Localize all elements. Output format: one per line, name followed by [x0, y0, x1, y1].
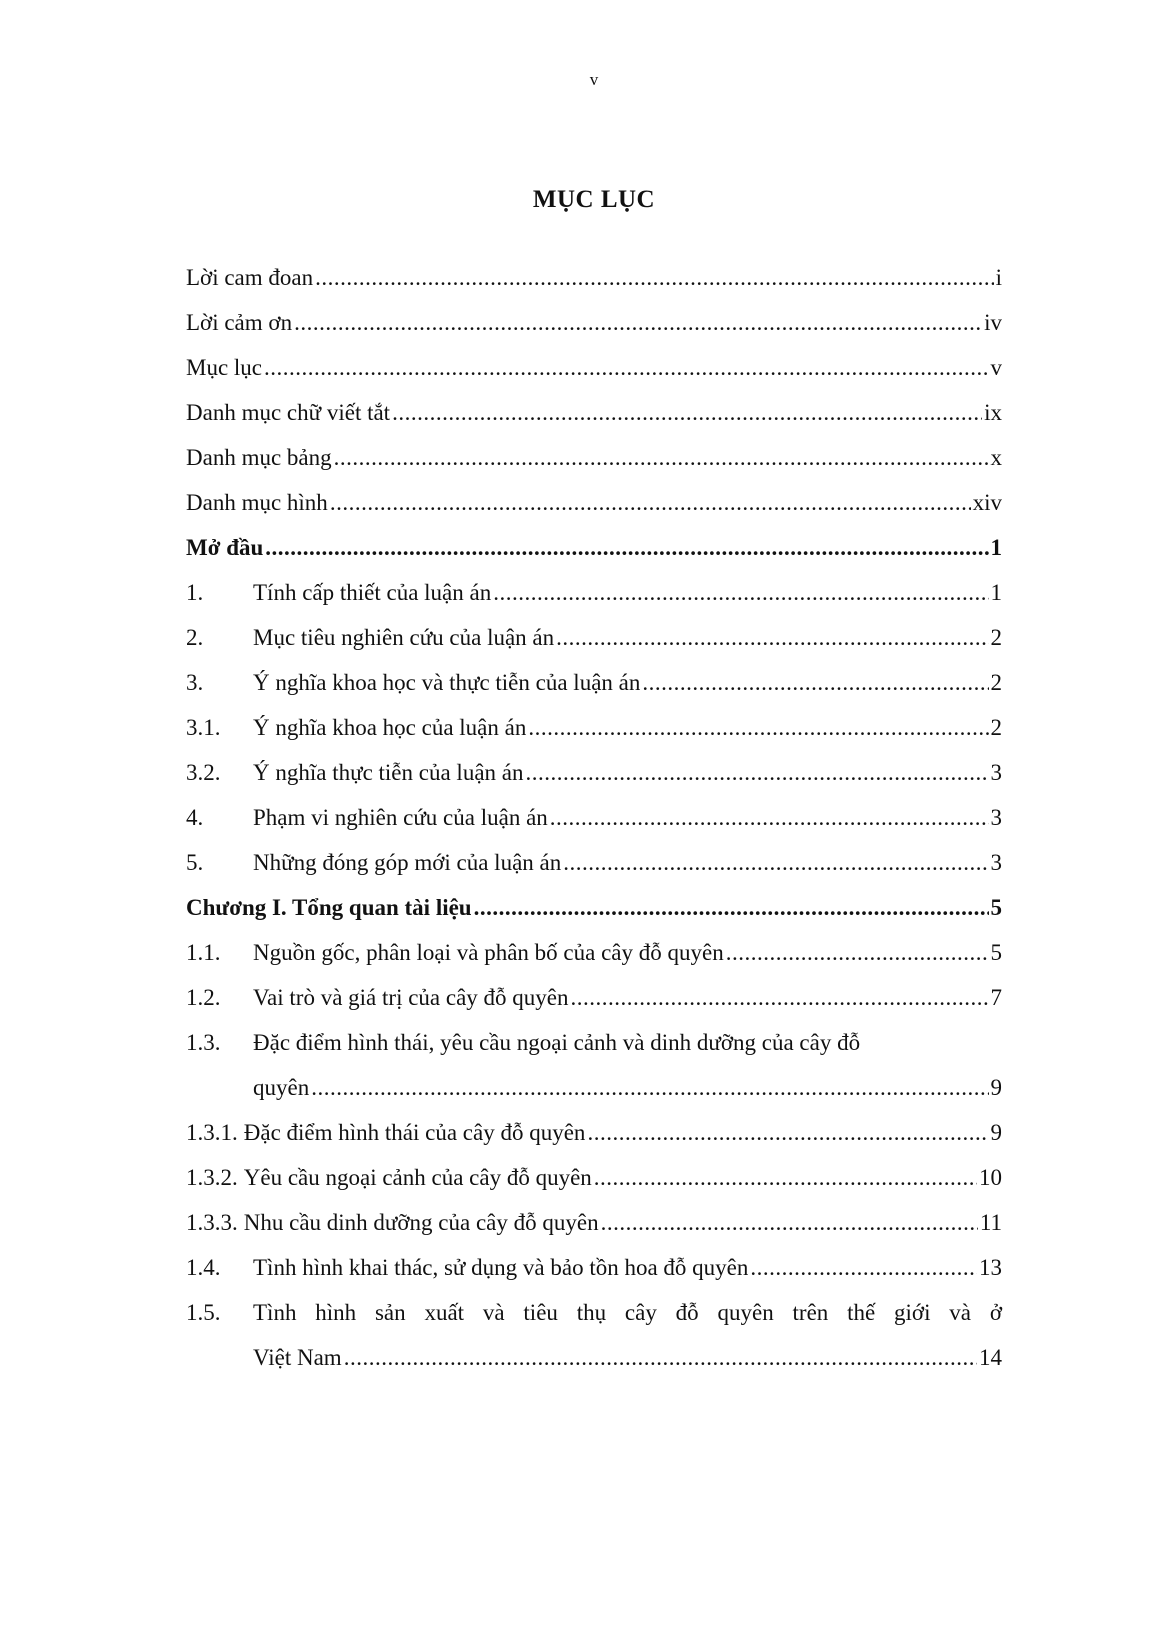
toc-entry-text: quyên: [253, 1075, 310, 1100]
toc-entry-page: 2: [990, 625, 1002, 650]
toc-entry-page: v: [990, 355, 1002, 380]
toc-entry-text: Danh mục hình: [186, 490, 328, 515]
dot-leader: [493, 570, 988, 615]
toc-entry-number: 2.: [186, 625, 204, 650]
toc-entry[interactable]: [186, 570, 1002, 615]
toc-entry[interactable]: [186, 840, 1002, 885]
toc-entry-page: 9: [990, 1075, 1002, 1100]
toc-entry-page: 5: [990, 940, 1002, 965]
toc-heading-page: 5: [990, 895, 1002, 920]
toc-entry-number: 1.3.1.: [186, 1120, 238, 1145]
toc-entry-multiline-second[interactable]: [186, 1065, 1002, 1110]
toc-entry-page: 3: [990, 850, 1002, 875]
toc-entry-number: 3.1.: [186, 715, 221, 740]
toc-entry-danh-muc-hinh[interactable]: [186, 480, 1002, 525]
toc-entry-text: Danh mục bảng: [186, 445, 332, 470]
toc-entry-text: Lời cảm ơn: [186, 310, 293, 335]
toc-entry-number: 1.3.: [186, 1030, 221, 1055]
dot-leader: [526, 750, 989, 795]
dot-leader: [315, 255, 993, 300]
toc-entry[interactable]: [186, 975, 1002, 1020]
toc-entry[interactable]: [186, 1245, 1002, 1290]
dot-leader: [726, 930, 989, 975]
toc-entry-text: Vai trò và giá trị của cây đỗ quyên: [253, 985, 569, 1010]
toc-heading-text: Mở đầu: [186, 535, 264, 560]
toc-entry-page: 7: [990, 985, 1002, 1010]
dot-leader: [265, 525, 988, 570]
toc-entry-text: Đặc điểm hình thái của cây đỗ quyên: [243, 1120, 586, 1145]
toc-entry-text: Việt Nam: [253, 1345, 342, 1370]
toc-entry[interactable]: [186, 750, 1002, 795]
toc-entry[interactable]: [186, 1200, 1002, 1245]
toc-entry-page: 2: [990, 715, 1002, 740]
toc-entry-number: 1.3.2.: [186, 1165, 238, 1190]
toc-entry-page: 3: [990, 760, 1002, 785]
dot-leader: [750, 1245, 977, 1290]
toc-entry-text: Mục lục: [186, 355, 263, 380]
dot-leader: [334, 435, 989, 480]
toc-entry-page: ix: [984, 400, 1002, 425]
toc-entry-page: 1: [990, 580, 1002, 605]
toc-entry-page: 10: [979, 1165, 1002, 1190]
toc-entry-muc-luc[interactable]: [186, 345, 1002, 390]
toc-entry-number: 1.2.: [186, 985, 221, 1010]
toc-entry-text: Lời cam đoan: [186, 265, 314, 290]
toc-entry-text: Đặc điểm hình thái, yêu cầu ngoại cảnh và dinh dưỡng của cây đỗ: [253, 1030, 861, 1055]
page-title: MỤC LỤC: [532, 186, 656, 213]
dot-leader: [392, 390, 982, 435]
dot-leader: [330, 480, 971, 525]
toc-entry[interactable]: [186, 930, 1002, 975]
toc-entry-multiline-first[interactable]: [186, 1290, 1002, 1335]
dot-leader: [601, 1200, 978, 1245]
toc-entry-page: 3: [990, 805, 1002, 830]
toc-entry-number: 1.5.: [186, 1300, 221, 1325]
toc-entry[interactable]: [186, 660, 1002, 705]
toc-heading-page: 1: [990, 535, 1002, 560]
dot-leader: [642, 660, 988, 705]
toc-entry-text: Nguồn gốc, phân loại và phân bố của cây đỗ quyên: [253, 940, 724, 965]
page-number: v: [589, 70, 599, 89]
toc-entry-page: 2: [990, 670, 1002, 695]
toc-entry-page: 14: [979, 1345, 1002, 1370]
toc-entry[interactable]: [186, 795, 1002, 840]
toc-entry-number: 1.3.3.: [186, 1210, 238, 1235]
toc-heading-text: Chương I. Tổng quan tài liệu: [186, 895, 472, 920]
table-of-contents: [186, 255, 1002, 1380]
toc-entry-danh-muc-chu-viet-tat[interactable]: [186, 390, 1002, 435]
toc-entry-loi-cam-on[interactable]: [186, 300, 1002, 345]
dot-leader: [474, 885, 989, 930]
toc-entry[interactable]: [186, 705, 1002, 750]
toc-entry-number: 3.2.: [186, 760, 221, 785]
toc-entry-text: Danh mục chữ viết tắt: [186, 400, 391, 425]
toc-entry-text: Ý nghĩa thực tiễn của luận án: [253, 760, 524, 785]
toc-entry-page: iv: [984, 310, 1002, 335]
toc-entry-page: x: [990, 445, 1002, 470]
toc-entry-number: 4.: [186, 805, 204, 830]
toc-heading-mo-dau[interactable]: [186, 525, 1002, 570]
toc-entry-page: xiv: [972, 490, 1002, 515]
toc-entry-page: 9: [990, 1120, 1002, 1145]
toc-entry-text: Tình hình khai thác, sử dụng và bảo tồn hoa đỗ quyên: [253, 1255, 749, 1280]
dot-leader: [587, 1110, 988, 1155]
toc-entry-text: Phạm vi nghiên cứu của luận án: [253, 805, 548, 830]
toc-entry-number: 3.: [186, 670, 204, 695]
dot-leader: [311, 1065, 988, 1110]
toc-entry-text: Ý nghĩa khoa học và thực tiễn của luận án: [253, 670, 641, 695]
toc-entry-text: Tính cấp thiết của luận án: [253, 580, 492, 605]
toc-entry-page: 13: [979, 1255, 1002, 1280]
toc-entry-number: 1.4.: [186, 1255, 221, 1280]
toc-entry[interactable]: [186, 1155, 1002, 1200]
dot-leader: [563, 840, 988, 885]
dot-leader: [571, 975, 989, 1020]
toc-entry-text: Nhu cầu dinh dưỡng của cây đỗ quyên: [243, 1210, 599, 1235]
toc-entry[interactable]: [186, 1110, 1002, 1155]
toc-entry-text: Những đóng góp mới của luận án: [253, 850, 562, 875]
toc-entry-text: Tình hình sản xuất và tiêu thụ cây đỗ quyên trên thế giới và ở: [253, 1300, 1002, 1325]
toc-entry-number: 1.: [186, 580, 204, 605]
dot-leader: [556, 615, 988, 660]
toc-entry-page: 11: [979, 1210, 1002, 1235]
toc-entry-text: Mục tiêu nghiên cứu của luận án: [253, 625, 555, 650]
dot-leader: [550, 795, 989, 840]
dot-leader: [344, 1335, 977, 1380]
dot-leader: [294, 300, 982, 345]
toc-entry-text: Ý nghĩa khoa học của luận án: [253, 715, 527, 740]
dot-leader: [528, 705, 988, 750]
toc-entry-page: i: [995, 265, 1002, 290]
toc-entry-multiline-first[interactable]: [186, 1020, 1002, 1065]
toc-entry-multiline-second[interactable]: [186, 1335, 1002, 1380]
toc-entry[interactable]: [186, 615, 1002, 660]
toc-entry-loi-cam-doan[interactable]: [186, 255, 1002, 300]
toc-entry-text: Yêu cầu ngoại cảnh của cây đỗ quyên: [243, 1165, 592, 1190]
dot-leader: [594, 1155, 977, 1200]
toc-entry-number: 1.1.: [186, 940, 221, 965]
toc-entry-number: 5.: [186, 850, 204, 875]
toc-heading-chuong-1[interactable]: [186, 885, 1002, 930]
dot-leader: [264, 345, 988, 390]
toc-entry-danh-muc-bang[interactable]: [186, 435, 1002, 480]
